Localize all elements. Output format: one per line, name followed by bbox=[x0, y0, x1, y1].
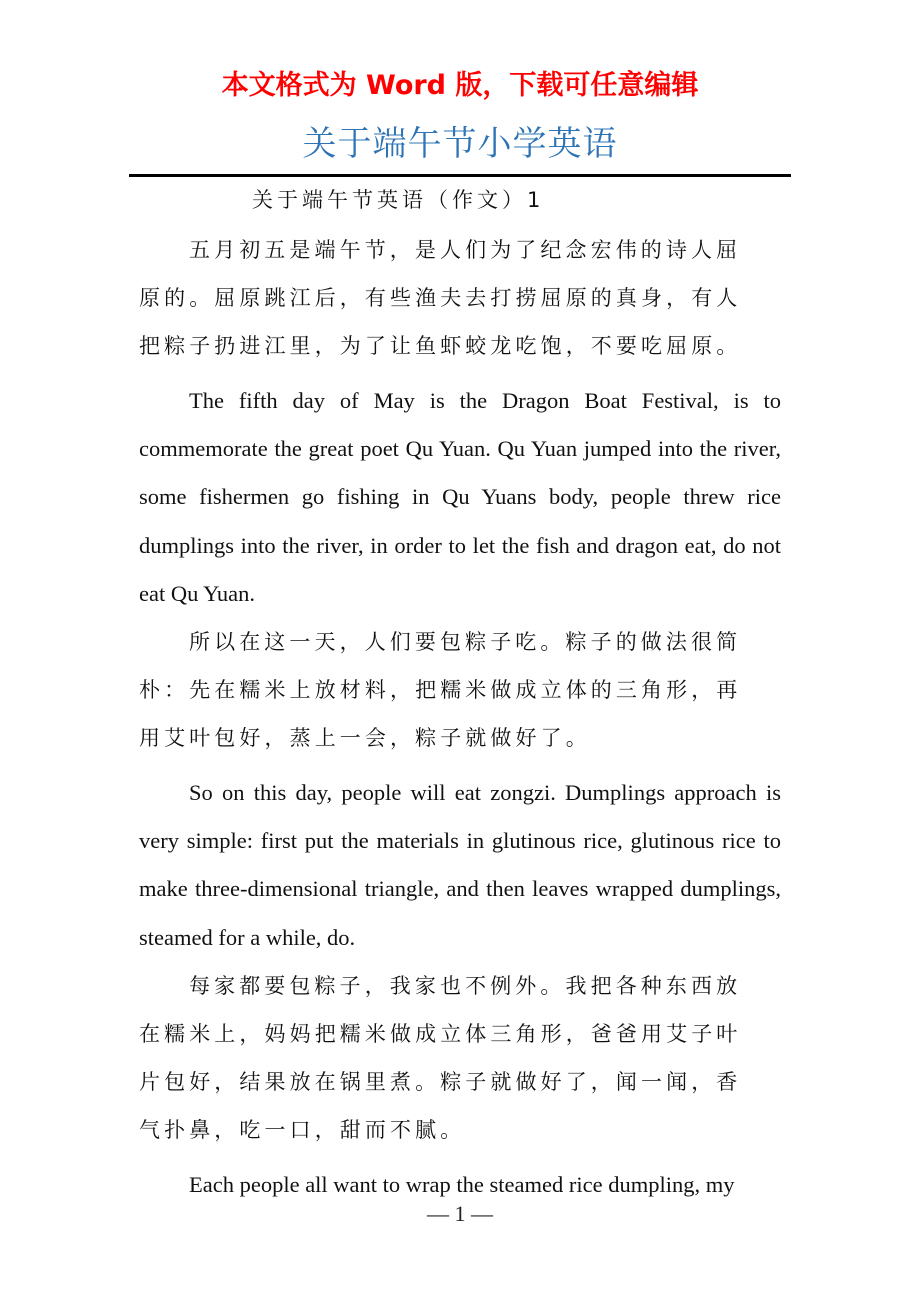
essay-subtitle: 关于端午节英语（作文）1 bbox=[252, 188, 545, 212]
paragraph-zh-1: 五月初五是端午节，是人们为了纪念宏伟的诗人屈原的。屈原跳江后，有些渔夫去打捞屈原的真身，有人把粽子扔进江里，为了让鱼虾蛟龙吃饱，不要吃屈原。 bbox=[139, 238, 742, 358]
paragraph-zh-3: 每家都要包粽子，我家也不例外。我把各种东西放在糯米上，妈妈把糯米做成立体三角形，爸爸用艾子叶片包好，结果放在锅里煮。粽子就做好了，闻一闻，香气扑鼻，吃一口，甜而不腻。 bbox=[139, 973, 742, 1142]
paragraph-en-3: Each people all want to wrap the steamed rice dumpling, my bbox=[189, 1171, 735, 1197]
paragraph-en-2: So on this day, people will eat zongzi. Dumplings approach is very simple: first put the materials in glutinous rice, glutinous rice to make three-dimensional triangle, and then leaves wrapped dumplings, steamed for a while, do. bbox=[139, 780, 781, 950]
page-number: — 1 — bbox=[427, 1201, 493, 1226]
document-body bbox=[139, 226, 781, 1209]
paragraph-zh-2: 所以在这一天，人们要包粽子吃。粽子的做法很简朴：先在糯米上放材料，把糯米做成立体的三角形，再用艾叶包好，蒸上一会，粽子就做好了。 bbox=[139, 630, 742, 751]
paragraph-en-1: The fifth day of May is the Dragon Boat Festival, is to commemorate the great poet Qu Yuan. Qu Yuan jumped into the river, some fishermen go fishing in Qu Yuans body, people threw rice dumplings into the river, in order to let the fish and dragon eat, do not eat Qu Yuan. bbox=[139, 388, 781, 606]
editable-format-banner: 本文格式为 Word 版，下载可任意编辑 bbox=[221, 70, 699, 101]
document-title: 关于端午节小学英语 bbox=[302, 124, 618, 164]
title-divider bbox=[129, 174, 791, 177]
